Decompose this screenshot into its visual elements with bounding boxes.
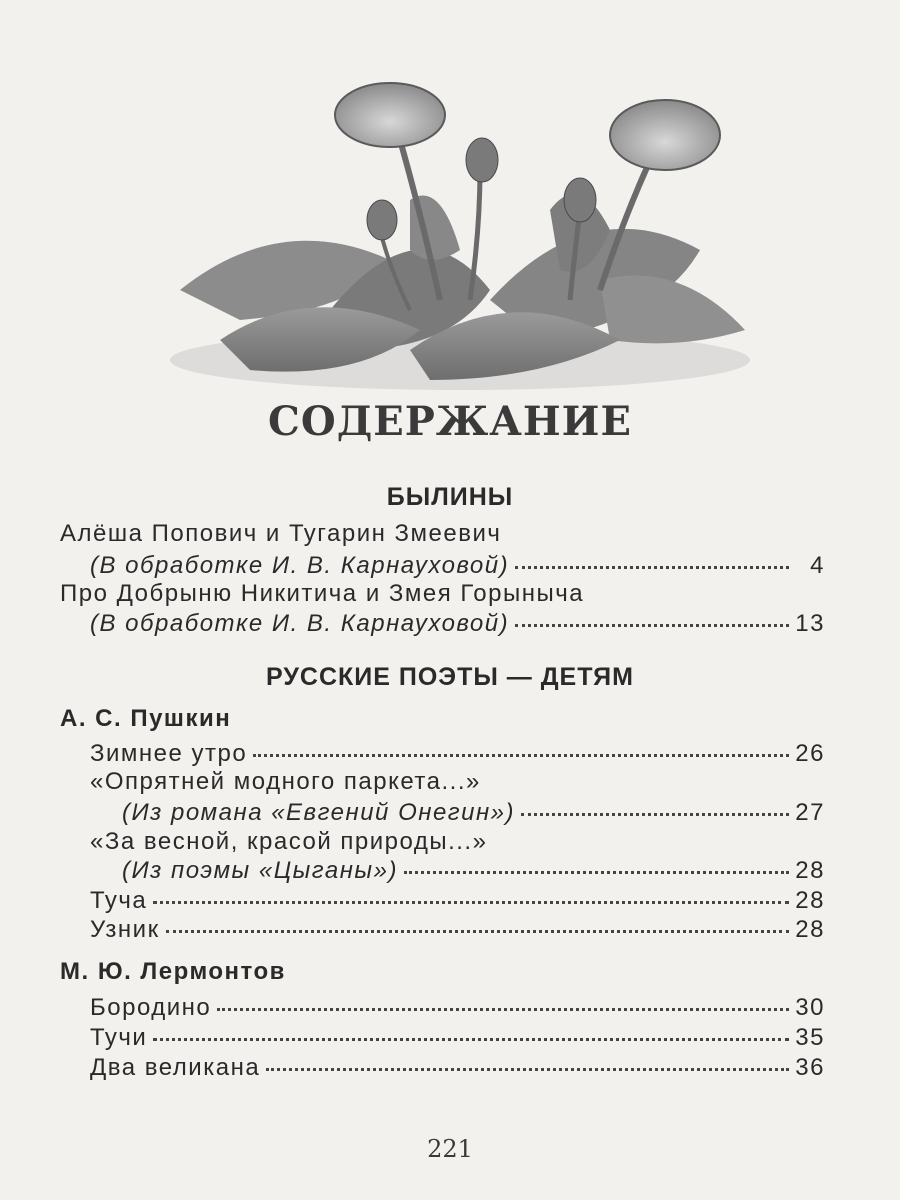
toc-entry[interactable] [90, 914, 825, 944]
entry-title: Тучи [90, 1024, 148, 1051]
entry-title: Туча [90, 887, 148, 914]
leader-dots [266, 1048, 789, 1071]
page-ref: 28 [795, 916, 825, 943]
page-ref: 36 [795, 1054, 825, 1081]
entry-title: Алёша Попович и Тугарин Змеевич [60, 520, 502, 547]
leader-dots [217, 988, 789, 1011]
leader-dots [153, 1018, 789, 1041]
leader-dots [515, 604, 789, 627]
leader-dots [166, 910, 789, 933]
page-ref: 28 [795, 857, 825, 884]
entry-title: Про Добрыню Никитича и Змея Горыныча [60, 580, 585, 607]
dandelion-illustration [160, 60, 750, 390]
page-ref: 4 [810, 552, 825, 579]
leader-dots [521, 793, 789, 816]
leader-dots [404, 851, 789, 874]
leader-dots [515, 546, 789, 569]
author-name: М. Ю. Лермонтов [60, 958, 286, 985]
entry-subtitle: (Из романа «Евгений Онегин») [122, 799, 516, 826]
page-ref: 13 [795, 610, 825, 637]
page-ref: 30 [795, 994, 825, 1021]
entry-title: «За весной, красой природы...» [90, 828, 488, 855]
page-number: 221 [427, 1135, 473, 1163]
section-heading-byliny: БЫЛИНЫ [386, 483, 514, 511]
toc-entry[interactable] [90, 608, 825, 638]
leader-dots [253, 734, 789, 757]
entry-title: Зимнее утро [90, 740, 248, 767]
page-ref: 26 [795, 740, 825, 767]
entry-subtitle: (В обработке И. В. Карнауховой) [90, 610, 510, 637]
entry-title: Два великана [90, 1054, 261, 1081]
entry-title: «Опрятней модного паркета...» [90, 768, 481, 795]
page-ref: 28 [795, 887, 825, 914]
toc-entry[interactable] [122, 797, 825, 827]
toc-entry[interactable] [90, 550, 825, 580]
entry-subtitle: (В обработке И. В. Карнауховой) [90, 552, 510, 579]
contents-title: СОДЕРЖАНИЕ [268, 398, 632, 445]
toc-entry[interactable] [90, 1052, 825, 1082]
entry-title: Бородино [90, 994, 212, 1021]
author-name: А. С. Пушкин [60, 705, 232, 732]
entry-title: Узник [90, 916, 160, 943]
page-ref: 27 [795, 799, 825, 826]
toc-entry[interactable] [90, 738, 825, 768]
page-ref: 35 [795, 1024, 825, 1051]
section-heading-poets: РУССКИЕ ПОЭТЫ — ДЕТЯМ [266, 663, 634, 691]
entry-subtitle: (Из поэмы «Цыганы») [122, 857, 398, 884]
leader-dots [153, 881, 789, 904]
